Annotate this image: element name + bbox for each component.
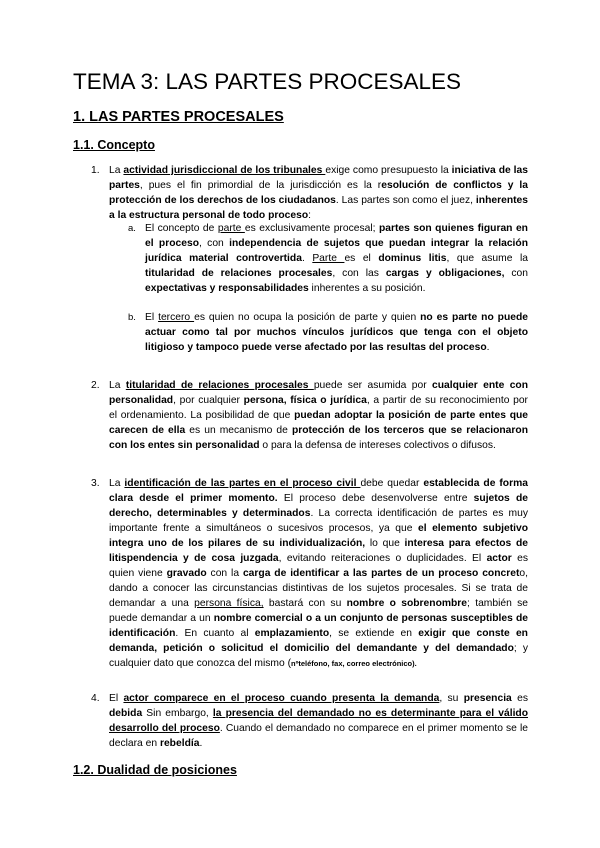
text-run: titularidad de relaciones procesales (145, 268, 333, 279)
text-run: El concepto de (145, 223, 218, 234)
text-run: identificación de las partes en el proceso civil (124, 478, 361, 489)
list-marker-2: 2. (91, 380, 100, 391)
text-run: independencia de sujetos que puedan integrar la relación jurídica material controvertida (145, 238, 528, 264)
list-marker-4: 4. (91, 693, 100, 704)
text-run: iniciativa de las partes (109, 165, 528, 191)
text-run: dominus litis (378, 253, 447, 264)
text-run: o para la defensa de intereses colectivos o difusos. (259, 440, 496, 451)
list-marker-3: 3. (91, 478, 100, 489)
text-run: persona física, (194, 598, 264, 609)
text-run: , por cualquier (173, 395, 244, 406)
text-run: cualquier ente con personalidad (109, 380, 528, 406)
list-marker-b: b. (128, 312, 136, 323)
text-run: , evitando reiteraciones o duplicidades. El (278, 553, 487, 564)
text-run: sujetos de derecho, determinables y determinados (109, 493, 528, 519)
text-run: la presencia del demandado no es determinante para el válido desarrollo del proceso (109, 708, 529, 734)
text-run: tercero (158, 312, 195, 323)
text-run: con (504, 268, 528, 279)
text-run: La (109, 380, 126, 391)
text-run: actor comparece en el proceso cuando presenta la demanda (123, 693, 440, 704)
text-run: . Cuando el demandado no comparece en el primer momento se le declara en (109, 723, 528, 749)
text-run: emplazamiento (254, 628, 330, 639)
text-run: La (109, 478, 125, 489)
list-item-1 (109, 163, 528, 223)
list-item-3 (109, 476, 528, 671)
list-item-4 (109, 691, 528, 751)
text-run: El proceso debe desenvolverse entre (277, 493, 474, 504)
list-item-2 (109, 378, 528, 453)
text-run: con la (206, 568, 243, 579)
list-marker-a: a. (128, 223, 136, 234)
text-run: es quien no ocupa la posición de parte y quien (194, 312, 421, 323)
text-run: lo que (365, 538, 405, 549)
text-run: establecida de forma clara desde el primer momento. (109, 478, 528, 504)
text-run: bastará con su (263, 598, 347, 609)
text-run: parte (217, 223, 245, 234)
list-marker-1: 1. (91, 165, 100, 176)
text-run: ; también se puede demandar a un (109, 598, 529, 624)
text-run: . (486, 342, 490, 353)
text-run: nºteléfono, fax, correo electrónico). (291, 659, 417, 668)
text-run: nombre comercial o a un conjunto de personas susceptibles de identificación (109, 613, 529, 639)
text-run: partes son quienes figuran en el proceso (145, 223, 528, 249)
text-run: ; y cualquier dato que conozca del mismo ( (109, 643, 529, 669)
text-run: actividad jurisdiccional de los tribunales (123, 165, 326, 176)
text-run: es (511, 693, 528, 704)
text-run: interesa para efectos de litispendencia y de cosa juzgada (109, 538, 528, 564)
list-item-a (145, 221, 528, 296)
text-run: : (308, 210, 312, 221)
text-run: puedan adoptar la posición de parte entes que carecen de ella (109, 410, 528, 436)
section-heading: 1. LAS PARTES PROCESALES (73, 109, 284, 125)
text-run: . En cuanto al (175, 628, 255, 639)
text-run: exige como presupuesto la (325, 165, 452, 176)
text-run: , se extiende en (329, 628, 419, 639)
text-run: o, dando a conocer las circunstancias distintivas de los sujetos procesales. Si se trata de demandar a una (109, 568, 528, 609)
subsection-heading-dualidad: 1.2. Dualidad de posiciones (73, 763, 237, 777)
text-run: gravado (166, 568, 207, 579)
text-run: Parte (312, 253, 345, 264)
text-run: el elemento subjetivo integra uno de los pilares de su individualización, (109, 523, 529, 549)
list-item-b (145, 310, 528, 355)
text-run: debida (109, 708, 143, 719)
text-run: . La correcta identificación de partes es muy importante frente a simultáneos o sucesivos procesos, ya que (109, 508, 528, 534)
text-run: . Las partes son como el juez, (335, 195, 476, 206)
text-run: El (145, 312, 159, 323)
text-run: actor (486, 553, 512, 564)
text-run: nombre o sobrenombre (346, 598, 468, 609)
text-run: inherentes a la estructura personal de todo proceso (109, 195, 528, 221)
text-run: cargas y obligaciones, (385, 268, 505, 279)
text-run: es el (344, 253, 379, 264)
text-run: protección de los terceros que se relacionaron con los entes sin personalidad (109, 425, 528, 451)
text-run: debe quedar (360, 478, 424, 489)
text-run: puede ser asumida por (313, 380, 433, 391)
text-run: persona, física o jurídica (243, 395, 367, 406)
text-run: . (199, 738, 203, 749)
text-run: es exclusivamente procesal; (244, 223, 379, 234)
text-run: El (109, 693, 124, 704)
text-run: es quien viene (109, 553, 528, 579)
text-run: , que asume la (446, 253, 528, 264)
text-run: La (109, 165, 124, 176)
text-run: presencia (463, 693, 512, 704)
text-run: , pues el fin primordial de la jurisdicción es la r (139, 180, 382, 191)
text-run: es un mecanismo de (185, 425, 292, 436)
text-run: Sin embargo, (142, 708, 213, 719)
text-run: no es parte no puede actuar como tal por muchos vínculos jurídicos que tenga con el objeto litigioso y tampoco puede verse afectado por las resultas del proceso (145, 312, 528, 353)
text-run: . (301, 253, 313, 264)
text-run: , con las (332, 268, 386, 279)
subsection-heading-concepto: 1.1. Concepto (73, 138, 155, 152)
text-run: inherentes a su posición. (308, 283, 426, 294)
text-run: , su (439, 693, 464, 704)
text-run: , con (198, 238, 230, 249)
text-run: esolución de conflictos y la protección de los derechos de los ciudadanos (109, 180, 529, 206)
text-run: rebeldía (159, 738, 200, 749)
text-run: carga de identificar a las partes de un proceso concret (242, 568, 520, 579)
text-run: titularidad de relaciones procesales (125, 380, 314, 391)
text-run: , a partir de su reconocimiento por el ordenamiento. La posibilidad de que (109, 395, 528, 421)
text-run: exigir que conste en demanda, petición o solicitud el domicilio del demandante y del demandado (109, 628, 528, 654)
text-run: expectativas y responsabilidades (145, 283, 309, 294)
page-title: TEMA 3: LAS PARTES PROCESALES (73, 69, 462, 94)
